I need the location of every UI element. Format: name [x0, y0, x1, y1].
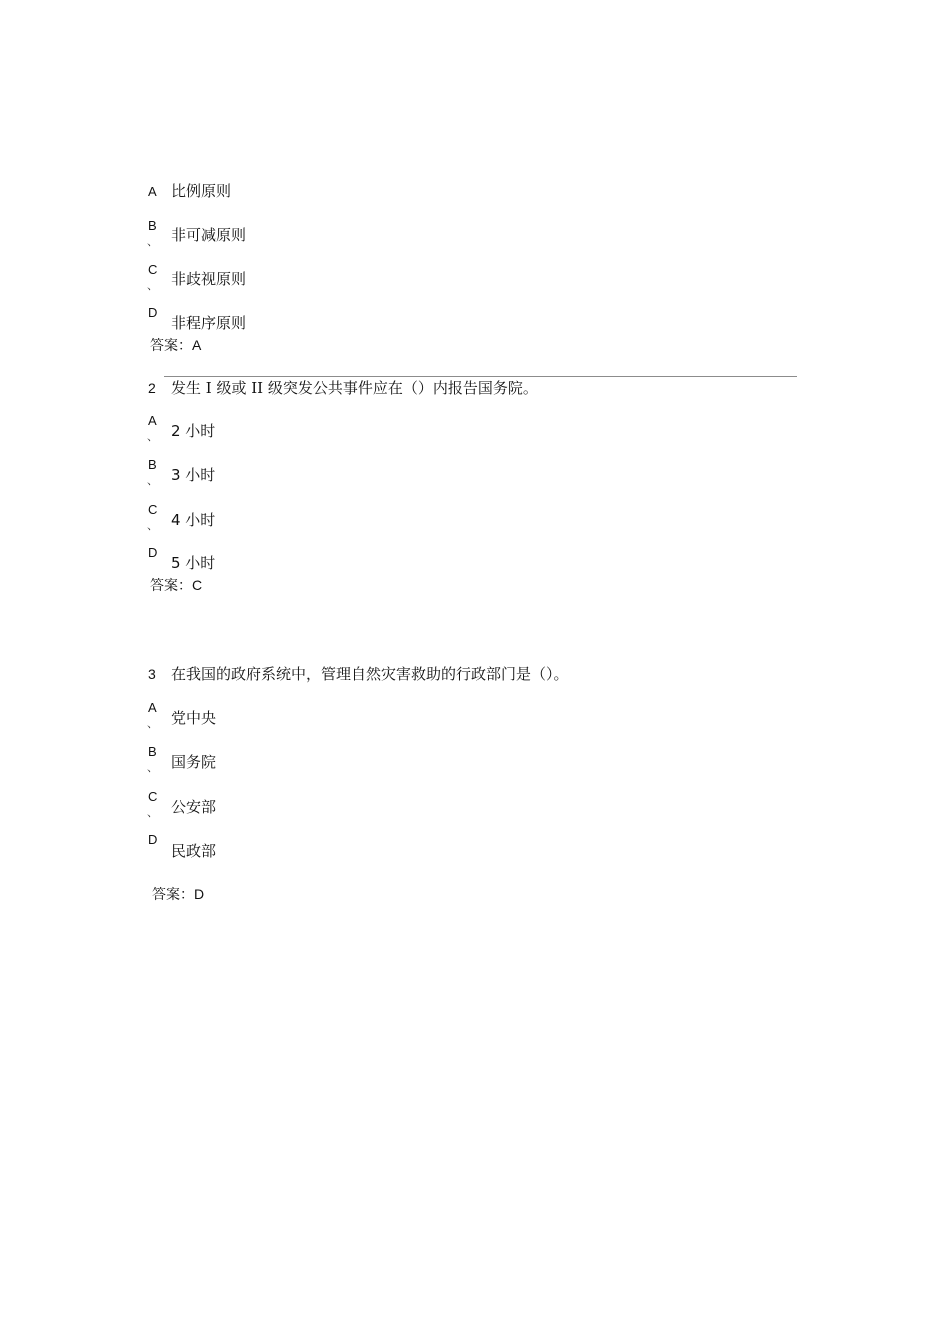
q3-text: 在我国的政府系统中，管理自然灾害救助的行政部门是（）。	[171, 665, 569, 683]
q2-answer-value: C	[192, 577, 203, 593]
q3-answer-value: D	[194, 886, 205, 902]
q1-option-d-text: 非程序原则	[171, 314, 247, 332]
q3-option-a-letter: A	[148, 700, 157, 715]
q3-option-b-text: 国务院	[171, 753, 217, 771]
q2-option-b-text: 3 小时	[171, 466, 216, 484]
q2-number: 2	[148, 380, 156, 396]
q3-answer-label: 答案：	[152, 887, 194, 903]
q3-number: 3	[148, 666, 156, 682]
q1-option-b-text: 非可减原则	[171, 226, 247, 244]
q2-option-d-text: 5 小时	[171, 554, 216, 572]
q1-option-c-comma: 、	[147, 279, 158, 292]
q2-answer-label: 答案：	[150, 578, 192, 594]
q1-option-c-text: 非歧视原则	[171, 270, 247, 288]
q3-option-a-comma: 、	[147, 717, 158, 730]
q3-option-c-text: 公安部	[171, 798, 217, 816]
q1-option-b-comma: 、	[147, 235, 158, 248]
q3-answer	[152, 885, 204, 904]
q2-option-c-text: 4 小时	[171, 511, 216, 529]
q2-option-a-comma: 、	[147, 430, 158, 443]
q1-option-b-letter: B	[148, 218, 157, 233]
q1-option-a-letter: A	[148, 184, 157, 199]
q1-answer-value: A	[192, 337, 202, 353]
q3-option-d-text: 民政部	[171, 842, 217, 860]
q1-answer-label: 答案：	[150, 338, 192, 354]
q2-option-c-letter: C	[148, 502, 158, 517]
q3-option-b-comma: 、	[147, 761, 158, 774]
q2-answer	[150, 576, 202, 595]
q2-option-a-letter: A	[148, 413, 157, 428]
q2-option-b-letter: B	[148, 457, 157, 472]
q3-option-b-letter: B	[148, 744, 157, 759]
q2-option-c-comma: 、	[147, 519, 158, 532]
q3-option-c-letter: C	[148, 789, 158, 804]
q2-option-d-letter: D	[148, 545, 158, 560]
q2-option-a-text: 2 小时	[171, 422, 216, 440]
q3-option-c-comma: 、	[147, 806, 158, 819]
q3-option-a-text: 党中央	[171, 709, 217, 727]
q1-option-a-text: 比例原则	[171, 182, 232, 200]
q2-text: 发生 I 级或 II 级突发公共事件应在（）内报告国务院。	[171, 379, 538, 397]
q1-option-c-letter: C	[148, 262, 158, 277]
q2-option-b-comma: 、	[147, 474, 158, 487]
q3-option-d-letter: D	[148, 832, 158, 847]
q1-answer	[150, 336, 201, 355]
q1-option-d-letter: D	[148, 305, 158, 320]
question-divider	[164, 376, 797, 377]
